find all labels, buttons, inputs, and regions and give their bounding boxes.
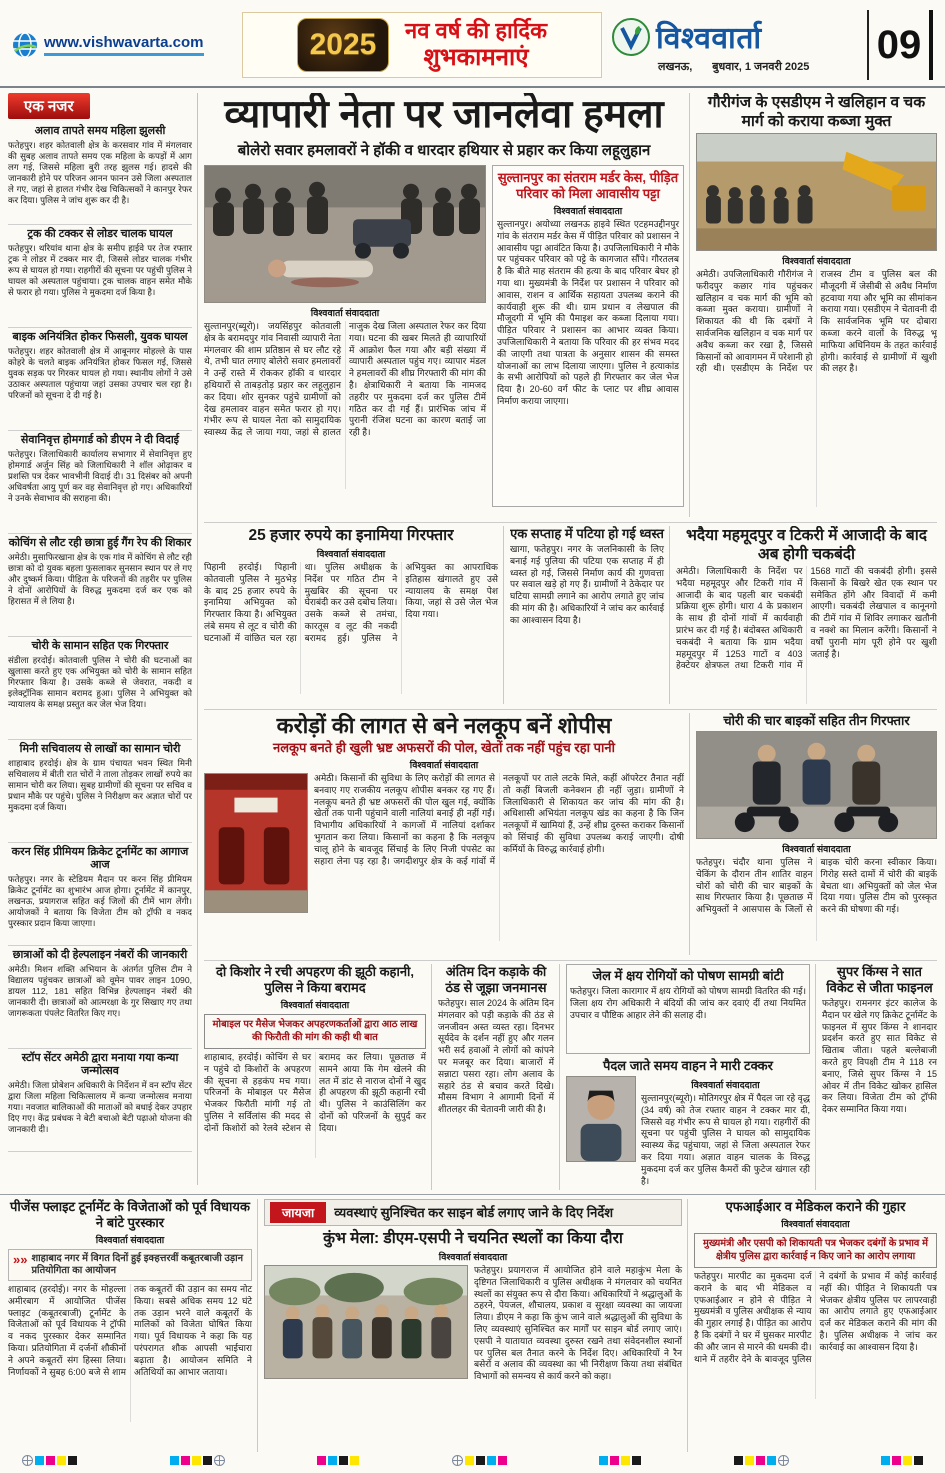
gauriganj-photo (696, 133, 937, 251)
gauriganj-body: अमेठी। उपजिलाधिकारी गौरीगंज ने फरीदपुर कछार गांव पहुंचकर खलिहान व चक मार्ग की भूमि को कब्जा मुक्त कराया। ग्रामीणों ने शिकायत की थी कि दबंगों ने सार्वजनिक खलिहान व चक मार्ग पर अवैध कब्जा कर रखा है, जिससे किसानों को आवागमन में परेशानी हो रही थी। एसडीएम के निर्देश पर राजस्व टीम व पुलिस बल की मौजूदगी में जेसीबी से अवैध निर्माण हटवाया गया और भूमि का सीमांकन कराया गया। एसडीएम ने चेतावनी दी कि सार्वजनिक भूमि पर दोबारा कब्जा करने वालों के विरुद्ध भू माफिया अधिनियम के तहत कार्रवाई होगी। कार्रवाई से ग्रामीणों में खुशी की लहर है। (696, 269, 937, 374)
paidal-headline: पैदल जाते समय वाहन ने मारी टक्कर (603, 1058, 773, 1073)
patiya-body: खागा, फतेहपुर। नगर के जलनिकासी के लिए बनाई गई पुलिया की पटिया एक सप्ताह में ही ध्वस्त हो गई, जिससे निर्माण कार्य की गुणवत्ता पर सवाल खड़े हो गए हैं। ग्रामीणों ने ठेकेदार पर घटिया सामग्री लगाने का आरोप लगाते हुए जांच की मांग की है। अधिकारियों ने जांच कर कार्रवाई का आश्वासन दिया है। (510, 544, 664, 625)
nalkoop-headline: करोड़ों की लागत से बने नलकूप बनें शोपीस (276, 713, 612, 738)
eknajar-headline: छात्राओं को दी हेल्पलाइन नंबरों की जानकारी (12, 949, 188, 961)
paidal-byline: विश्ववार्ता संवाददाता (691, 1080, 760, 1090)
vishwavarta-logo-icon (612, 18, 650, 56)
brand-name: विश्ववार्ता (656, 22, 762, 55)
kicker-text: शाहाबाद नगर में विगत दिनों हुई इक्हत्तरवीं कबूतरबाजी उड़ान प्रतियोगिता का आयोजन (31, 1253, 244, 1276)
inamiya-headline: 25 हजार रुपये का इनामिया गिरफ्तार (248, 527, 454, 544)
eknajar-body: अमेठी। मिशन शक्ति अभियान के अंतर्गत पुलिस टीम ने विद्यालय पहुंचकर छात्राओं को वूमेन पावर लाइन 1090, डायल 112, 181 सहित विभिन्न हेल्पलाइन नंबरों की जानकारी दी। छात्राओं को आत्मरक्षा के गुर सिखाए गए तथा जागरूकता पंपलेट वितरित किए गए। (8, 964, 192, 1018)
eknajar-body: फतेहपुर। नगर के स्टेडियम मैदान पर करन सिंह प्रीमियम क्रिकेट टूर्नामेंट का शुभारंभ आज होगा। टूर्नामेंट में कानपुर, लखनऊ, प्रयागराज सहित कई जिलों की टीमें भाग लेंगी। आयोजकों ने बताया कि विजेता टीम को ट्रॉफी व नकद पुरस्कार प्रदान किया जाएगा। (8, 874, 192, 928)
kishor-body: शाहाबाद, हरदोई। कोचिंग से घर न पहुंचे दो किशोरों के अपहरण की सूचना से हड़कंप मच गया। परिजनों के मोबाइल पर मैसेज भेजकर फिरौती मांगी गई तो पुलिस ने सर्विलांस की मदद से दोनों किशोरों को रेलवे स्टेशन से बरामद कर लिया। पूछताछ में सामने आया कि गेम खेलने की लत में डांट से नाराज दोनों ने खुद ही अपहरण की झूठी कहानी रची थी। पुलिस ने काउंसिलिंग कर दोनों को परिजनों के सुपुर्द कर दिया। (204, 1052, 426, 1133)
eknajar-headline: मिनी सचिवालय से लाखों का सामान चोरी (19, 743, 181, 755)
edition-date: बुधवार, 1 जनवरी 2025 (712, 61, 810, 73)
inamiya-body: पिहानी हरदोई। पिहानी कोतवाली पुलिस ने मुठभेड़ के बाद 25 हजार रुपये के इनामिया अभियुक्त को गिरफ्तार किया है। अभियुक्त लंबे समय से लूट व चोरी की घटनाओं में वांछित चल रहा था। पुलिस अधीक्षक के निर्देश पर गठित टीम ने मुखबिर की सूचना पर घेराबंदी कर उसे दबोच लिया। उसके कब्जे से तमंचा, कारतूस व लूट की नकदी बरामद हुई। पुलिस ने अभियुक्त का आपराधिक इतिहास खंगालते हुए उसे न्यायालय के समक्ष पेश किया, जहां से उसे जेल भेज दिया गया। (204, 562, 498, 643)
globe-icon (12, 32, 38, 58)
article-thand (438, 964, 560, 1190)
page-number: 09 (867, 10, 933, 80)
thand-body: फतेहपुर। साल 2024 के अंतिम दिन मंगलवार को पड़ी कड़ाके की ठंड से जनजीवन अस्त व्यस्त रहा। दिनभर सूर्यदेव के दर्शन नहीं हुए और गलन भरी सर्द हवाओं ने लोगों को कांपने पर मजबूर कर दिया। बाजारों में सन्नाटा पसरा रहा। लोग अलाव के सहारे ठंड से बचाव करते दिखे। मौसम विभाग ने आगामी दिनों में शीतलहर की चेतावनी जारी की है। (438, 998, 554, 1115)
jail-headline: जेल में क्षय रोगियों को पोषण सामग्री बांटी (592, 968, 784, 983)
eknajar-item (8, 534, 192, 637)
kishor-pullquote: मोबाइल पर मैसेज भेजकर अपहरणकर्ताओं द्वारा आठ लाख की फिरौती की मांग की कही थी बात (204, 1014, 426, 1049)
masthead-brand (612, 16, 867, 74)
jayaja-strip (264, 1199, 682, 1226)
paidal-body: सुल्तानपुर(ब्यूरो)। मोतिगरपुर क्षेत्र में पैदल जा रहे वृद्ध (34 वर्ष) को तेज रफ्तार वाहन ने टक्कर मार दी, जिससे वह गंभीर रूप से घायल हो गया। राहगीरों की सूचना पर पहुंची पुलिस ने घायल को सामुदायिक स्वास्थ्य केंद्र पहुंचाया, जहां से जिला अस्पताल रेफर कर दिया गया। अज्ञात वाहन चालक के विरुद्ध मुकदमा दर्ज कर पुलिस कैमरों की फुटेज खंगाल रही है। (641, 1093, 810, 1186)
color-bar-group (599, 1456, 641, 1465)
article-nalkoop (204, 713, 690, 955)
eknajar-headline: सेवानिवृत्त होमगार्ड को डीएम ने दी विदाई (20, 434, 180, 446)
nalkoop-body: अमेठी। किसानों की सुविधा के लिए करोड़ों की लागत से बनवाए गए राजकीय नलकूप शोपीस बनकर रह गए हैं। नलकूप बनते ही भ्रष्ट अफसरों की पोल खुल गई, क्योंकि खेतों तक पानी पहुंचाने वाली नालियां बनाई ही नहीं गईं। विभागीय अधिकारियों ने कागजों में नालियां दर्शाकर भुगतान करा लिया। किसानों का कहना है कि नलकूप चालू होने के बावजूद सिंचाई के लिए निजी पंपसेट का सहारा लेना पड़ रहा है। जगदीशपुर क्षेत्र के कई गांवों में नलकूपों पर ताले लटके मिले, कहीं ऑपरेटर तैनात नहीं तो कहीं बिजली कनेक्शन ही नहीं जुड़ा। ग्रामीणों ने जिलाधिकारी से शिकायत कर जांच की मांग की है। अधिशासी अभियंता नलकूप खंड का कहना है कि जिन नलकूपों में खामियां हैं, उन्हें शीघ्र दुरुस्त कराकर किसानों को सिंचाई की सुविधा उपलब्ध कराई जाएगी। दोषी कर्मियों के विरुद्ध कार्रवाई होगी। (314, 773, 684, 866)
kumbh-inspection-photo (264, 1265, 468, 1379)
color-bar-group (170, 1455, 225, 1466)
bike-thieves-photo (696, 731, 937, 839)
pigeons-body: शाहाबाद (हरदोई)। नगर के मोहल्ला अमीरबाग में आयोजित पीजेंस फ्लाइट (कबूतरबाजी) टूर्नामेंट के विजेताओं को पूर्व विधायक ने ट्रॉफी व नकद पुरस्कार देकर सम्मानित किया। प्रतियोगिता में दर्जनों शौकीनों ने अपने कबूतरों संग हिस्सा लिया। निर्णायकों ने सुबह 6:00 बजे से शाम तक कबूतरों की उड़ान का समय नोट किया। सबसे अधिक समय 12 घंटे तक उड़ान भरने वाले कबूतरों के मालिकों को विजेता घोषित किया गया। पूर्व विधायक ने कहा कि यह परंपरागत शौक आपसी भाईचारा बढ़ाता है। आयोजन समिति ने अतिथियों का आभार जताया। (8, 1284, 252, 1377)
inamiya-byline: विश्ववार्ता संवाददाता (316, 549, 386, 559)
nalkoop-pumphouse-photo (204, 773, 308, 913)
article-pigeons (8, 1199, 258, 1452)
kishor-headline: दो किशोर ने रची अपहरण की झूठी कहानी, पुलिस ने किया बरामद (215, 964, 415, 995)
kumbh-byline: विश्ववार्ता संवाददाता (438, 1252, 508, 1262)
kishor-byline: विश्ववार्ता संवाददाता (280, 1000, 350, 1010)
bikes-headline: चोरी की चार बाइकों सहित तीन गिरफ्तार (723, 713, 910, 728)
nalkoop-byline: विश्ववार्ता संवाददाता (409, 760, 479, 770)
article-bhadaiya (676, 526, 937, 704)
eknajar-item (8, 740, 192, 843)
fir-byline: विश्ववार्ता संवाददाता (781, 1219, 850, 1229)
eknajar-item (8, 843, 192, 946)
color-bar-group (22, 1455, 77, 1466)
lead-body-block (204, 165, 486, 507)
greeting-line1: नव वर्ष की हार्दिक (405, 18, 547, 43)
article-jayaja-kumbh (264, 1199, 688, 1452)
greeting-line2: शुभकामनाएं (423, 44, 529, 71)
eknajar-body: संडीला हरदोई। कोतवाली पुलिस ने चोरी की घटनाओं का खुलासा करते हुए एक अभियुक्त को चोरी के सामान सहित गिरफ्तार किया है। उसके कब्जे से जेवरात, नकदी व इलेक्ट्रॉनिक सामान बरामद हुआ। पुलिस ने अभियुक्त को न्यायालय के समक्ष प्रस्तुत कर जेल भेज दिया। (8, 655, 192, 709)
color-bar-group (452, 1455, 507, 1466)
nalkoop-subhead: नलकूप बनते ही खुली भ्रष्ट अफसरों की पोल, खेतों तक नहीं पहुंच रहा पानी (273, 740, 615, 755)
pigeons-kicker (8, 1249, 252, 1281)
new-year-banner (242, 12, 602, 78)
pigeons-byline: विश्ववार्ता संवाददाता (95, 1235, 165, 1245)
fir-pullquote: मुख्यमंत्री और एसपी को शिकायती पत्र भेजकर दबंगों के प्रभाव में क्षेत्रीय पुलिस द्वारा कार्रवाई न किए जाने का आरोप लगाया (694, 1233, 937, 1268)
eknajar-body: फतेहपुर। शहर कोतवाली क्षेत्र के करसवार गांव में मंगलवार की सुबह अलाव तापते समय एक महिला के कपड़ों में आग लग गई, जिससे महिला बुरी तरह झुलस गई। हादसे की जानकारी होने पर परिजन आनन फानन उसे जिला अस्पताल ले गए, जहां से हालत गंभीर देख चिकित्सकों ने कानपुर रेफर कर दिया। पुलिस ने जांच शुरू कर दी है। (8, 140, 192, 205)
eknajar-headline: अलाव तापते समय महिला झुलसी (34, 125, 166, 137)
eknajar-title: एक नजर (8, 93, 90, 119)
article-kishor (204, 964, 432, 1190)
kumbh-body: फतेहपुर। प्रयागराज में आयोजित होने वाले महाकुंभ मेला के दृष्टिगत जिलाधिकारी व पुलिस अधीक्षक ने मंगलवार को चयनित स्थलों का संयुक्त रूप से दौरा किया। अधिकारियों ने श्रद्धालुओं के ठहरने, पेयजल, शौचालय, प्रकाश व सुरक्षा व्यवस्था का जायजा लिया। डीएम ने कहा कि कुंभ जाने वाले श्रद्धालुओं की सुविधा के लिए व्यवस्थाएं सुनिश्चित कर मार्गों पर साइन बोर्ड लगाए जाएं। एसपी ने यातायात व्यवस्था दुरुस्त रखने तथा संवेदनशील स्थानों पर पुलिस बल तैनात करने के निर्देश दिए। अधिकारियों ने रैन बसेरों व अलाव की व्यवस्था का भी निरीक्षण किया तथा संबंधित विभागों को समन्वय से कार्य करने को कहा। (474, 1265, 682, 1382)
eknajar-headline: करन सिंह प्रीमियम क्रिकेट टूर्नामेंट का आगाज आज (11, 846, 189, 871)
eknajar-headline: चोरी के सामान सहित एक गिरफ्तार (31, 640, 169, 652)
upper-content (0, 88, 945, 1190)
jayaja-strip-headline: व्यवस्थाएं सुनिश्चित कर साइन बोर्ड लगाए जाने के दिए निर्देश (334, 1205, 614, 1220)
edition-city: लखनऊ, (658, 61, 693, 73)
gauriganj-byline: विश्ववार्ता संवाददाता (782, 256, 851, 266)
greeting-text (405, 18, 547, 72)
eknajar-item (8, 1049, 192, 1152)
color-bar-group (881, 1456, 923, 1465)
lead-headline: व्यापारी नेता पर जानलेवा हमला (224, 93, 664, 136)
eknajar-body: अमेठी। मुसाफिरखाना क्षेत्र के एक गांव में कोचिंग से लौट रही छात्रा को दो युवक बहला फुसलाकर सुनसान स्थान पर ले गए और दुष्कर्म किया। पीड़िता के परिजनों की तहरीर पर पुलिस ने दोनों आरोपियों के विरुद्ध मुकदमा दर्ज कर एक को हिरासत में ले लिया है। (8, 552, 192, 606)
article-superkings (822, 964, 937, 1190)
article-gauriganj (696, 93, 937, 517)
masthead (0, 0, 945, 88)
eknajar-body: फतेहपुर। जिलाधिकारी कार्यालय सभागार में सेवानिवृत्त हुए होमगार्ड अर्जुन सिंह को जिलाधिकारी ने शॉल ओढ़ाकर व प्रशस्ति पत्र देकर भावभीनी विदाई दी। 31 दिसंबर को अपनी अधिवर्षता आयु पूर्ण कर वह सेवानिवृत्त हो गए। अधिकारियों ने उनके सेवाभाव की सराहना की। (8, 449, 192, 503)
misc-column (566, 964, 816, 1190)
superkings-headline: सुपर किंग्स ने सात विकेट से जीता फाइनल (826, 964, 933, 995)
print-registration-marks (0, 1452, 945, 1468)
article-inamiya (204, 526, 504, 704)
article-lead (204, 93, 690, 517)
main-grid (204, 93, 937, 1190)
lead-byline: विश्ववार्ता संवाददाता (310, 308, 380, 318)
santram-body: सुल्तानपुर। अयोध्या लखनऊ हाइवे स्थित एटहमउद्दीनपुर गांव के संतराम मर्डर केस में पीड़ित परिवार को प्रशासन ने आवासीय पट्टा आवंटित किया है। उपजिलाधिकारी ने मौके पर पहुंचकर परिवार को पट्टे के कागजात सौंपे। गौरतलब है कि बीते माह संतराम की हत्या के बाद परिवार बेघर हो गया था। मुख्यमंत्री के निर्देश पर प्रशासन ने परिवार को आवास, राशन व आर्थिक सहायता उपलब्ध कराने की कार्यवाही शुरू की थी। ग्राम प्रधान व लेखपाल की मौजूदगी में भूमि की पैमाइश कर कब्जा दिलाया गया। पीड़ित परिवार ने प्रशासन का आभार व्यक्त किया। उपजिलाधिकारी ने बताया कि परिवार की हर संभव मदद की जाएगी तथा पात्रता के अनुसार शासन की समस्त योजनाओं का लाभ दिलाया जाएगा। पुलिस ने हत्याकांड के सभी आरोपियों को पहले ही गिरफ्तार कर जेल भेज दिया है। 20-60 वर्ग फीट के प्लाट पर शीघ्र आवास निर्माण कराया जाएगा। (497, 219, 679, 406)
superkings-body: फतेहपुर। रामनगर इंटर कालेज के मैदान पर खेले गए क्रिकेट टूर्नामेंट के फाइनल में सुपर किंग्स ने शानदार प्रदर्शन करते हुए सात विकेट से खिताब जीता। पहले बल्लेबाजी करते हुए विपक्षी टीम ने 118 रन बनाए, जिसे सुपर किंग्स ने 15 ओवर में तीन विकेट खोकर हासिल कर लिया। विजेता टीम को ट्रॉफी देकर सम्मानित किया गया। (822, 998, 937, 1115)
lead-subhead: बोलेरो सवार हमलावरों ने हॉकी व धारदार हथियार से प्रहार कर किया लहूलुहान (237, 142, 651, 159)
color-bar-group (317, 1456, 359, 1465)
eknajar-body: अमेठी। जिला प्रोबेशन अधिकारी के निर्देशन में वन स्टॉप सेंटर द्वारा जिला महिला चिकित्सालय में कन्या जन्मोत्सव मनाया गया। नवजात बालिकाओं की माताओं को बधाई देकर उपहार दिए गए। केंद्र प्रबंधक ने बेटी बचाओ बेटी पढ़ाओ योजना की जानकारी दी। (8, 1080, 192, 1134)
fir-body: फतेहपुर। मारपीट का मुकदमा दर्ज कराने के बाद भी मेडिकल व एफआईआर न होने से पीड़ित ने मुख्यमंत्री व पुलिस अधीक्षक से न्याय की गुहार लगाई है। पीड़ित का आरोप है कि दबंगों ने घर में घुसकर मारपीट की और जान से मारने की धमकी दी। थाने में तहरीर देने के बावजूद पुलिस ने दबंगों के प्रभाव में कोई कार्रवाई नहीं की। पीड़ित ने शिकायती पत्र भेजकर क्षेत्रीय पुलिस पर लापरवाही का आरोप लगाते हुए एफआईआर दर्ज कर मेडिकल कराने की मांग की है। पुलिस अधीक्षक ने जांच कर कार्रवाई का आश्वासन दिया है। (694, 1271, 937, 1364)
bottom-band (0, 1194, 945, 1456)
kumbh-headline: कुंभ मेला: डीएम-एसपी ने चयनित स्थलों का किया दौरा (323, 1230, 623, 1247)
jail-body: फतेहपुर। जिला कारागार में क्षय रोगियों को पोषण सामग्री वितरित की गई। जिला क्षय रोग अधिकारी ने बंदियों की जांच कर दवाएं दीं तथा नियमित उपचार व पौष्टिक आहार लेने की सलाह दी। (570, 986, 806, 1020)
thand-headline: अंतिम दिन कड़ाके की ठंड से जूझा जनमानस (445, 964, 547, 995)
eknajar-column (8, 93, 198, 1185)
kicker-marks: »» (13, 1252, 28, 1267)
santram-headline: सुल्तानपुर का संतराम मर्डर केस, पीड़ित परिवार को मिला आवासीय पट्टा (497, 170, 679, 201)
article-santram (492, 165, 684, 507)
bhadaiya-body: अमेठी। जिलाधिकारी के निर्देश पर भदैया महमूदपुर और टिकरी गांव में आजादी के बाद पहली बार चकबंदी प्रक्रिया शुरू होगी। धारा 4 के प्रकाशन के साथ ही दोनों गांवों में कार्यवाही प्रारंभ कर दी गई है। बंदोबस्त अधिकारी चकबंदी ने बताया कि ग्राम भदैया महमूदपुर में 1253 गाटों व 403 हेक्टेयर क्षेत्रफल तथा टिकरी गांव में 1568 गाटों की चकबंदी होगी। इससे किसानों के बिखरे खेत एक स्थान पर समेकित होंगे और विवादों में कमी आएगी। चकबंदी लेखपाल व कानूनगो की टीमें गांव में शिविर लगाकर खतौनी व नक्शे का मिलान करेंगी। किसानों ने वर्षों पुरानी मांग पूरी होने पर खुशी जताई है। (676, 566, 937, 671)
website-url: www.vishwavarta.com (44, 34, 204, 56)
santram-byline: विश्ववार्ता संवाददाता (553, 206, 623, 216)
eknajar-item (8, 328, 192, 431)
eknajar-headline: कोचिंग से लौट रही छात्रा हुई गैंग रेप की शिकार (8, 537, 192, 549)
color-bar-group (734, 1455, 789, 1466)
article-patiya (510, 526, 670, 704)
fir-headline: एफआईआर व मेडिकल कराने की गुहार (725, 1199, 906, 1214)
masthead-left (12, 32, 232, 58)
eknajar-item (8, 431, 192, 534)
eknajar-headline: ट्रक की टक्कर से लोडर चालक घायल (27, 228, 173, 240)
bikes-byline: विश्ववार्ता संवाददाता (782, 844, 851, 854)
eknajar-body: शाहाबाद हरदोई। क्षेत्र के ग्राम पंचायत भवन स्थित मिनी सचिवालय में बीती रात चोरों ने ताला तोड़कर लाखों रुपये का सामान चोरी कर लिया। सुबह ग्रामीणों की सूचना पर सचिव व प्रधान मौके पर पहुंचे। पुलिस ने निरीक्षण कर अज्ञात चोरों पर मुकदमा दर्ज किया। (8, 758, 192, 812)
eknajar-item (8, 225, 192, 328)
lead-body: सुल्तानपुर(ब्यूरो)। जयसिंहपुर कोतवाली क्षेत्र के बरामदपुर गांव निवासी व्यापारी नेता मंगलवार की शाम प्रतिष्ठान से घर लौट रहे थे, तभी घात लगाए बोलेरो सवार हमलावरों ने उन्हें रास्ते में रोककर हॉकी व धारदार हथियारों से ताबड़तोड़ प्रहार कर लहूलुहान कर दिया। शोर सुनकर पहुंचे ग्रामीणों को देख हमलावर वाहन समेत फरार हो गए। गंभीर रूप से घायल नेता को सामुदायिक स्वास्थ्य केंद्र ले जाया गया, जहां से हालत नाजुक देख जिला अस्पताल रेफर कर दिया गया। घटना की खबर मिलते ही व्यापारियों में आक्रोश फैल गया और बड़ी संख्या में व्यापारी अस्पताल पहुंच गए। व्यापार मंडल ने हमलावरों की शीघ्र गिरफ्तारी की मांग की है। क्षेत्राधिकारी ने बताया कि नामजद तहरीर पर मुकदमा दर्ज कर पुलिस टीमें गठित कर दी गई हैं। प्रारंभिक जांच में पुरानी रंजिश घटना का कारण बताई जा रही है। (204, 321, 486, 438)
article-bikes (696, 713, 937, 955)
bhadaiya-headline: भदैया महमूदपुर व टिकरी में आजादी के बाद अब होगी चकबंदी (686, 527, 927, 563)
eknajar-item (8, 946, 192, 1049)
jayaja-label: जायजा (270, 1202, 326, 1223)
patiya-headline: एक सप्ताह में पटिया हो गई ध्वस्त (510, 526, 664, 541)
eknajar-headline: बाइक अनियंत्रित होकर फिसली, युवक घायल (12, 331, 188, 343)
eknajar-body: फतेहपुर। शहर कोतवाली क्षेत्र में आबूनगर मोहल्ले के पास कोहरे के चलते बाइक अनियंत्रित होकर फिसल गई, जिससे युवक सड़क पर गिरकर घायल हो गया। स्थानीय लोगों ने उसे उठाकर अस्पताल पहुंचाया जहां उसका उपचार चल रहा है। परिजनों को सूचना दे दी गई है। (8, 346, 192, 400)
paidal-victim-photo (566, 1076, 636, 1162)
pigeons-headline: पीजेंस फ्लाइट टूर्नामेंट के विजेताओं को पूर्व विधायक ने बांटे पुरस्कार (10, 1199, 250, 1230)
lead-attack-photo (204, 165, 486, 303)
eknajar-headline: स्टॉप सेंटर अमेठी द्वारा मनाया गया कन्या जन्मोत्सव (21, 1052, 179, 1077)
year-2025-badge: 2025 (297, 18, 389, 72)
article-fir (694, 1199, 937, 1452)
article-paidal (566, 1058, 810, 1189)
eknajar-body: फतेहपुर। थरियांव थाना क्षेत्र के समीप हाईवे पर तेज रफ्तार ट्रक ने लोडर में टक्कर मार दी, जिससे लोडर चालक गंभीर रूप से घायल हो गया। राहगीरों की सूचना पर पहुंची पुलिस ने घायल को अस्पताल पहुंचाया। ट्रक चालक वाहन समेत मौके से फरार हो गया। पुलिस ने मुकदमा दर्ज किया है। (8, 243, 192, 297)
eknajar-item (8, 637, 192, 740)
eknajar-item (8, 122, 192, 225)
gauriganj-headline: गौरीगंज के एसडीएम ने खलिहान व चक मार्ग को कराया कब्जा मुक्त (707, 94, 926, 130)
article-jail (566, 964, 810, 1054)
bikes-body: फतेहपुर। चंदौर थाना पुलिस ने चेकिंग के दौरान तीन शातिर वाहन चोरों को चोरी की चार बाइकों के साथ गिरफ्तार किया है। पूछताछ में अभियुक्तों ने आसपास के जिलों से बाइक चोरी करना स्वीकार किया। गिरोह सस्ते दामों में चोरी की बाइकें बेचता था। अभियुक्तों को जेल भेज दिया गया। पुलिस टीम को पुरस्कृत करने की घोषणा की गई। (696, 857, 937, 915)
